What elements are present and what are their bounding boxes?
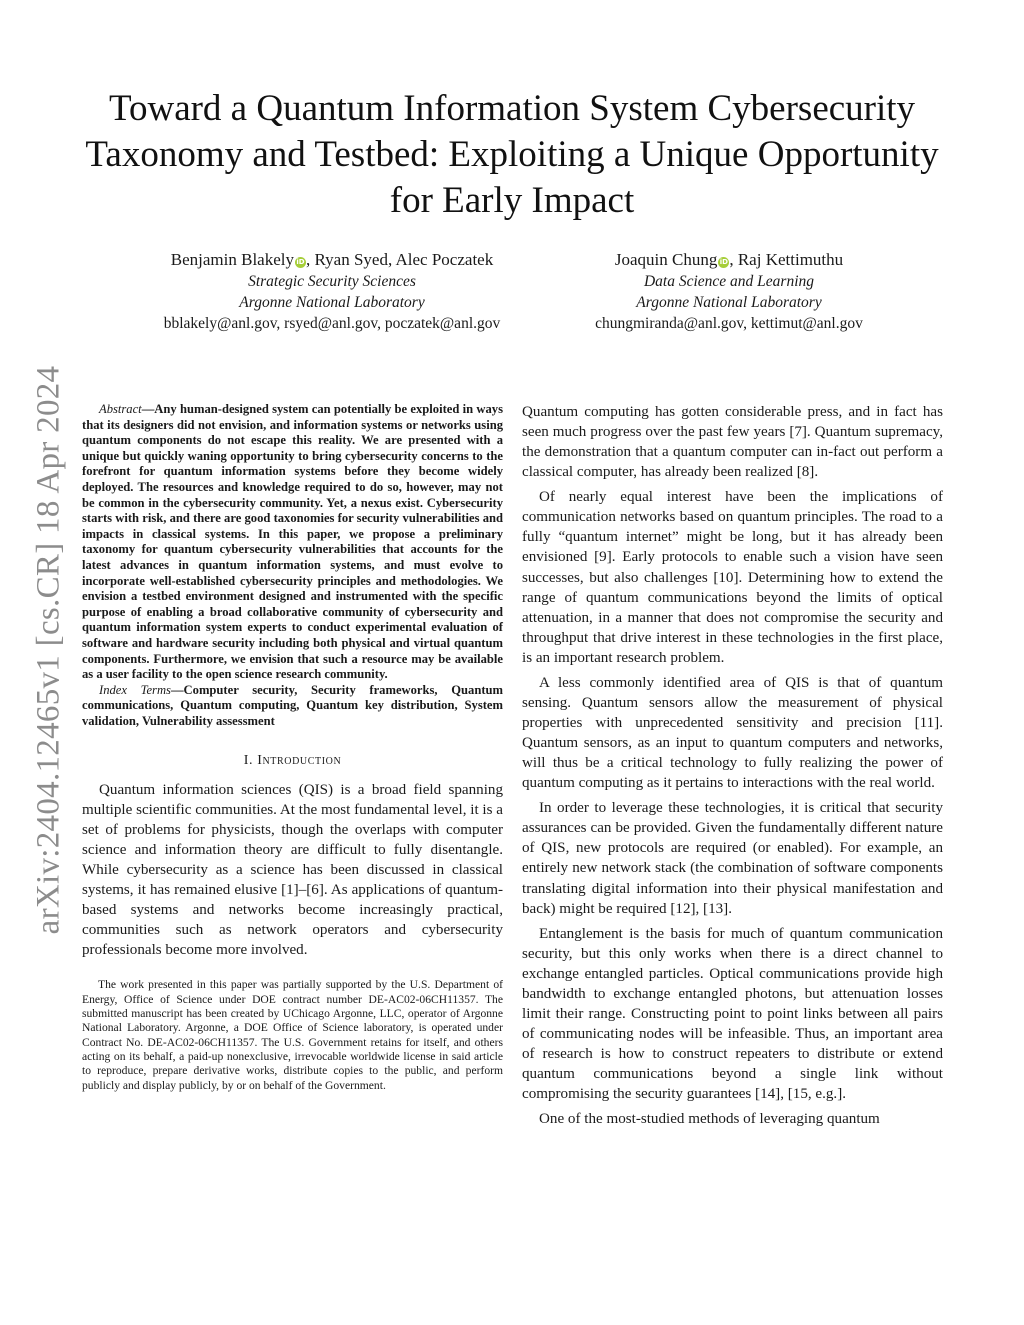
index-terms-label: Index Terms [99, 682, 171, 697]
left-column [82, 402, 503, 1093]
body-paragraph: Entanglement is the basis for much of quantum communication security, but this only works when there is a direct channel to exchange entangled particles. Optical communications provide high bandwidth to exchange entangled photons, but attenuation losses limit their range. Constructing point to point links between all pairs of communicating nodes will be infeasible. Thus, an important area of research is how to construct repeaters to distribute or extend quantum communications beyond a single link without compromising the security guarantees [14], [15, e.g.]. [522, 925, 943, 1103]
orcid-icon[interactable]: iD [296, 258, 305, 266]
author-emails: bblakely@anl.gov, rsyed@anl.gov, poczatek@anl.gov [163, 315, 501, 332]
abstract-text: —Any human-designed system can potentially be exploited in ways that its designers did not envision, and information systems or networks using quantum components do not escape this reality. We are presented with a unique but quickly waning opportunity to bring cybersecurity concerns to the forefront for quantum information systems before they become widely deployed. The resources and knowledge required to do so, however, may not be common in the cybersecurity community. Yet, a nexus exist. Cybersecurity starts with risk, and there are good taxonomies for security vulnerabilities and impacts in classical systems. In this paper, we propose a preliminary taxonomy for quantum cybersecurity vulnerabilities that accounts for the latest advances in quantum information systems, and must evolve to incorporate well-established cybersecurity principles and methodologies. We envision a testbed environment designed and instrumented with the specific purpose of enabling a broad collaborative community of cybersecurity and quantum information system experts to conduct experimental evaluation of software and hardware security including both physical and virtual quantum components. Furthermore, we envision that such a resource may be available as a user facility to the open science research community. [82, 402, 503, 682]
author-department: Data Science and Learning [643, 273, 815, 290]
arxiv-identifier: arXiv:2404.12465v1 [cs.CR] 18 Apr 2024 [30, 365, 67, 935]
author-department: Strategic Security Sciences [248, 273, 416, 290]
author-institution: Argonne National Laboratory [636, 294, 822, 311]
paper-title: Toward a Quantum Information System Cybersecurity Taxonomy and Testbed: Exploiting a Unique Opportunity for Early Impact [85, 88, 939, 221]
funding-footnote: The work presented in this paper was partially supported by the U.S. Department of Energy, Office of Science under DOE contract number DE-AC02-06CH11357. The submitted manuscript has been created by UChicago Argonne, LLC, operator of Argonne National Laboratory. Argonne, a DOE Office of Science laboratory, is operated under Contract No. DE-AC02-06CH11357. The U.S. Government retains for itself, and others acting on its behalf, a paid-up nonexclusive, irrevocable worldwide license in said article to reproduce, prepare derivative works, distribute copies to the public, and perform publicly and display publicly, by or on behalf of the Government. [82, 978, 503, 1092]
intro-paragraph: Quantum information sciences (QIS) is a broad field spanning multiple scientific communities. At the most fundamental level, it is a set of problems for physicists, though the overlaps with computer science and information theory are difficult to fully disentangle. While cybersecurity as a science has been discussed in classical systems, it has remained elusive [1]–[6]. As applications of quantum-based systems and networks become increasingly practical, communities such as network operators and cybersecurity professionals become more involved. [82, 782, 503, 959]
orcid-icon[interactable]: iD [719, 258, 728, 266]
author-block-right [560, 249, 898, 334]
section-heading-introduction: I. Introduction [243, 753, 342, 769]
body-paragraph: Of nearly equal interest have been the implications of communication networks based on quantum principles. The road to a fully “quantum internet” might be long, but it has already been envisioned [9]. Early protocols to enable such a vision have seen successes, but also challenges [10]. Determining how to extend the range of quantum communications beyond the limits of optical attenuation, in a manner that does not compromise the security and throughput that drive interest in these technologies in the first place, is an important research problem. [522, 489, 943, 666]
author-names: Benjamin Blakely iD, Ryan Syed, Alec Poczatek [170, 250, 494, 269]
index-terms [82, 683, 503, 730]
author-names: Joaquin Chung iD, Raj Kettimuthu [614, 250, 844, 269]
body-paragraph: Quantum computing has gotten considerable press, and in fact has seen much progress over the past few years [7]. Quantum supremacy, the demonstration that a quantum computer can in-fact out perform a classical computer, has already been realized [8]. [522, 404, 943, 481]
author-block-left [130, 249, 534, 334]
author-emails: chungmiranda@anl.gov, kettimut@anl.gov [595, 315, 863, 332]
abstract [82, 402, 503, 683]
index-terms-text: —Computer security, Security frameworks, Quantum communications, Quantum computing, Quantum key distribution, System validation, Vulnerability assessment [82, 682, 504, 728]
right-column [522, 402, 943, 1134]
body-paragraph: A less commonly identified area of QIS is that of quantum sensing. Quantum sensors allow the measurement of physical properties with unprecedented sensitivity and precision [11]. Quantum sensors, as an input to quantum computers and networks, will thus be a critical technology to fully realizing the power of quantum computing as it pertains to interactions with the real world. [522, 674, 943, 792]
body-paragraph: In order to leverage these technologies, it is critical that security assurances can be provided. Given the fundamentally different nature of QIS, new protocols are required (or enabled). For example, an entirely new network stack (the combination of software components translating digital information into their physical manifestation and back) might be required [12], [13]. [522, 800, 943, 917]
body-paragraph: One of the most-studied methods of leveraging quantum [539, 1111, 880, 1128]
abstract-label: Abstract [99, 402, 142, 416]
author-institution: Argonne National Laboratory [239, 294, 425, 311]
